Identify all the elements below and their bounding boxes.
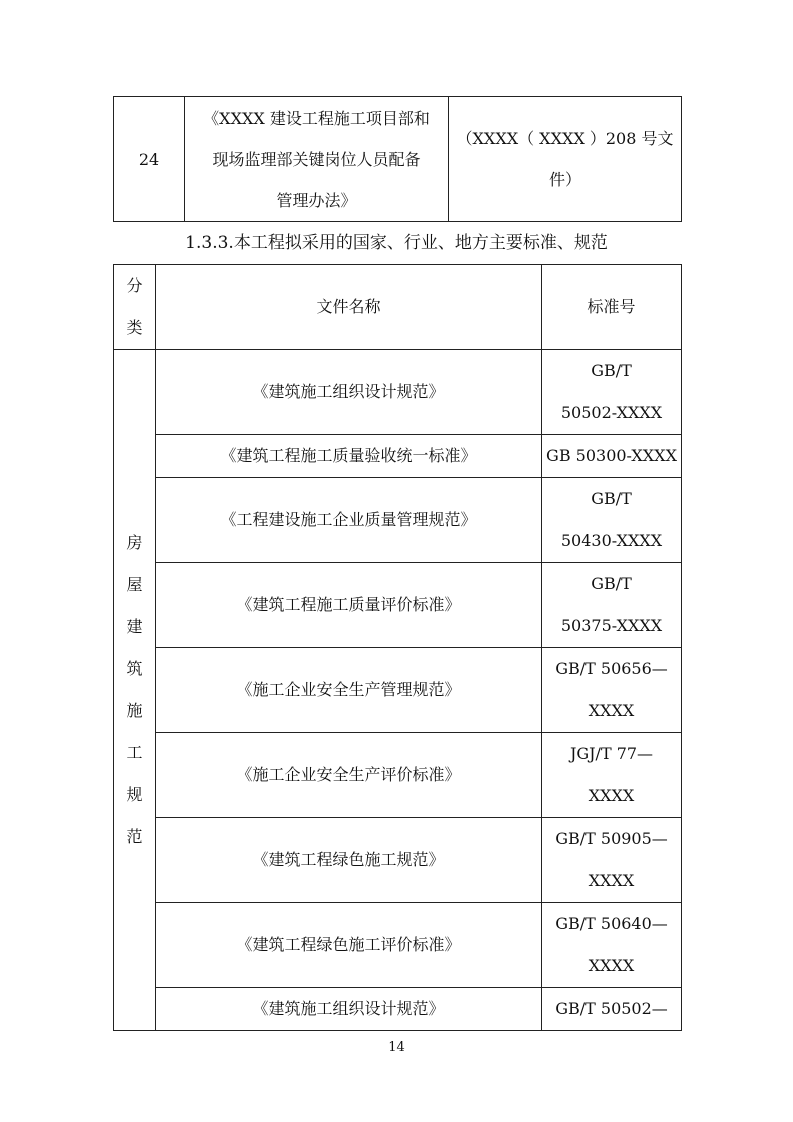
category-char: 屋 — [126, 575, 143, 594]
category-char: 规 — [126, 785, 143, 804]
table-row — [114, 818, 682, 903]
category-char: 房 — [126, 533, 143, 552]
category-header-char: 分 — [126, 276, 143, 295]
standard-name: 《施工企业安全生产评价标准》 — [156, 733, 542, 818]
standard-code-line: GB/T — [591, 489, 632, 508]
table-row — [114, 733, 682, 818]
category-header-char: 类 — [126, 318, 143, 337]
category-header — [114, 265, 156, 350]
standard-code — [542, 563, 682, 648]
standard-code-line: GB/T — [591, 361, 632, 380]
standards-table — [113, 264, 682, 1031]
document-title-line: 现场监理部关键岗位人员配备 — [212, 149, 421, 169]
code-header: 标准号 — [542, 265, 682, 350]
standard-code-line: XXXX — [588, 786, 635, 805]
document-title — [185, 97, 449, 222]
standard-code-line: JGJ/T 77— — [569, 744, 654, 763]
document-number-line: 件） — [548, 170, 581, 189]
standard-code-line: GB 50300-XXXX — [546, 446, 677, 465]
page-number: 14 — [388, 1040, 405, 1055]
row-number: 24 — [114, 97, 185, 222]
standard-code-line: 50502-XXXX — [560, 403, 663, 422]
category-char: 建 — [126, 617, 143, 636]
standard-code — [542, 903, 682, 988]
standard-name: 《建筑工程绿色施工评价标准》 — [156, 903, 542, 988]
category-char: 施 — [126, 701, 143, 720]
category-char: 筑 — [126, 659, 143, 678]
document-number — [449, 97, 682, 222]
standard-code — [542, 818, 682, 903]
standard-code — [542, 435, 682, 478]
document-title-line: 管理办法》 — [276, 190, 357, 210]
standard-code — [542, 350, 682, 435]
standard-code — [542, 648, 682, 733]
category-char: 范 — [126, 827, 143, 846]
table-row — [114, 988, 682, 1031]
standard-code-line: XXXX — [588, 701, 635, 720]
category-char: 工 — [126, 743, 143, 762]
previous-regulations-table — [113, 96, 682, 222]
standard-code-line: GB/T — [591, 574, 632, 593]
name-header: 文件名称 — [156, 265, 542, 350]
standard-code-line: GB/T 50640— — [555, 914, 668, 933]
standard-name: 《建筑施工组织设计规范》 — [156, 350, 542, 435]
standard-name: 《工程建设施工企业质量管理规范》 — [156, 478, 542, 563]
standard-code-line: GB/T 50656— — [555, 659, 668, 678]
standard-code-line: XXXX — [588, 871, 635, 890]
standard-name: 《建筑施工组织设计规范》 — [156, 988, 542, 1031]
standard-code-line: 50430-XXXX — [560, 531, 663, 550]
standard-code-line: 50375-XXXX — [560, 616, 663, 635]
standard-name: 《建筑工程施工质量验收统一标准》 — [156, 435, 542, 478]
standard-code — [542, 988, 682, 1031]
table-row — [114, 563, 682, 648]
table-row — [114, 903, 682, 988]
category-cell — [114, 350, 156, 1031]
standard-name: 《施工企业安全生产管理规范》 — [156, 648, 542, 733]
table-header-row — [114, 265, 682, 350]
standard-name: 《建筑工程绿色施工规范》 — [156, 818, 542, 903]
standard-code — [542, 733, 682, 818]
table-row — [114, 350, 682, 435]
standard-name: 《建筑工程施工质量评价标准》 — [156, 563, 542, 648]
standard-code-line: XXXX — [588, 956, 635, 975]
standard-code-line: GB/T 50502— — [555, 999, 668, 1018]
standard-code — [542, 478, 682, 563]
section-heading: 1.3.3.本工程拟采用的国家、行业、地方主要标准、规范 — [185, 233, 608, 253]
table-row — [114, 435, 682, 478]
table-row — [114, 478, 682, 563]
standard-code-line: GB/T 50905— — [555, 829, 668, 848]
document-title-line: 《XXXX 建设工程施工项目部和 — [203, 108, 430, 128]
table-row — [114, 648, 682, 733]
table-row — [114, 97, 682, 222]
document-number-line: （XXXX（ XXXX ）208 号文 — [456, 129, 674, 148]
